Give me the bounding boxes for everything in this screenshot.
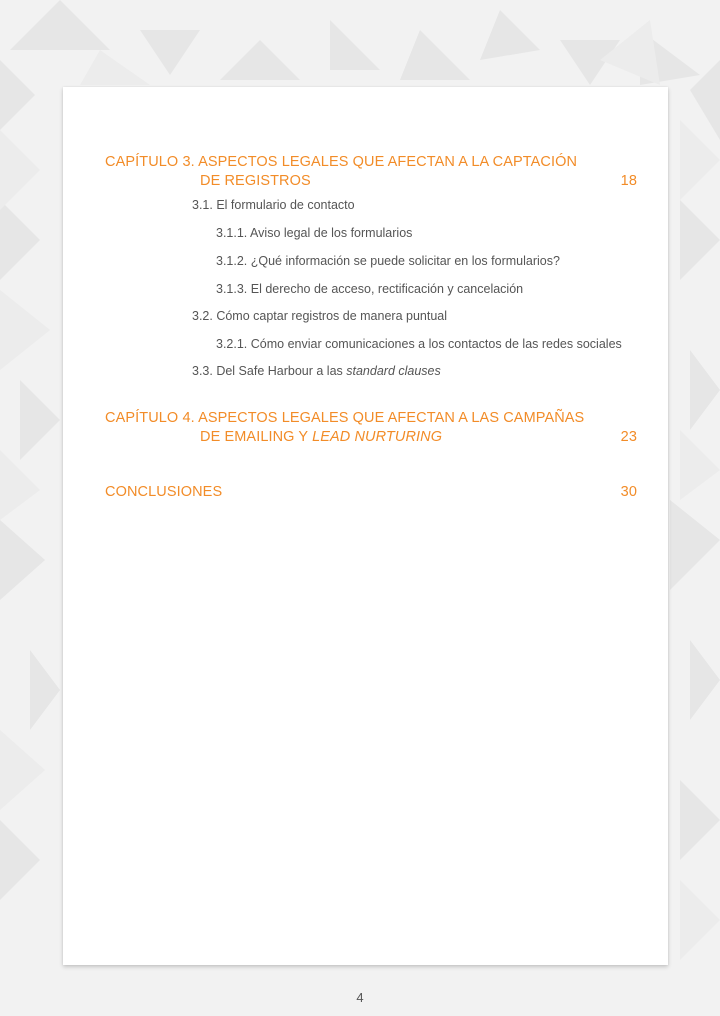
toc-section-3-1-2[interactable]: [216, 253, 560, 269]
footer-page-number: 4: [356, 990, 364, 1005]
chapter-3-page-number: 18: [620, 173, 637, 189]
conclusions-page-number: 30: [620, 484, 637, 500]
toc-section-3-1-1[interactable]: [216, 225, 412, 241]
toc-section-3-1-3[interactable]: [216, 281, 523, 297]
toc-chapter-3[interactable]: [105, 153, 637, 191]
chapter-3-title-line1: CAPÍTULO 3. ASPECTOS LEGALES QUE AFECTAN A LA CAPTACIÓN: [105, 154, 578, 170]
chapter-4-page-number: 23: [620, 429, 637, 445]
toc-entry-label: 3.1.3. El derecho de acceso, rectificación y cancelación: [216, 282, 524, 296]
toc-entry-label: 3.1.1. Aviso legal de los formularios: [216, 226, 413, 240]
toc-entry-label: 3.1.2. ¿Qué información se puede solicitar en los formularios?: [216, 254, 560, 268]
chapter-4-title-line2-italic: LEAD NURTURING: [312, 429, 443, 445]
toc-section-3-2-1[interactable]: [216, 336, 622, 352]
toc-chapter-4[interactable]: [105, 409, 637, 447]
toc-entry-label: 3.1. El formulario de contacto: [192, 198, 355, 212]
chapter-4-title-line2-prefix: DE EMAILING Y: [200, 429, 313, 445]
toc-entry-label: 3.3. Del Safe Harbour a las: [192, 364, 347, 378]
chapter-4-title-line1: CAPÍTULO 4. ASPECTOS LEGALES QUE AFECTAN A LAS CAMPAÑAS: [105, 410, 585, 426]
toc-section-3-1[interactable]: [192, 197, 355, 213]
toc-entry-label: 3.2. Cómo captar registros de manera puntual: [192, 309, 447, 323]
toc-entry-label: 3.2.1. Cómo enviar comunicaciones a los contactos de las redes sociales: [216, 337, 622, 351]
toc-conclusions[interactable]: [105, 483, 637, 502]
toc-section-3-2[interactable]: [192, 308, 447, 324]
chapter-4-title-line2: [200, 428, 442, 447]
toc-section-3-3[interactable]: [192, 363, 441, 379]
conclusions-title: CONCLUSIONES: [105, 484, 223, 500]
toc-entry-label-italic: standard clauses: [346, 364, 441, 378]
chapter-3-title-line2: DE REGISTROS: [200, 173, 311, 189]
